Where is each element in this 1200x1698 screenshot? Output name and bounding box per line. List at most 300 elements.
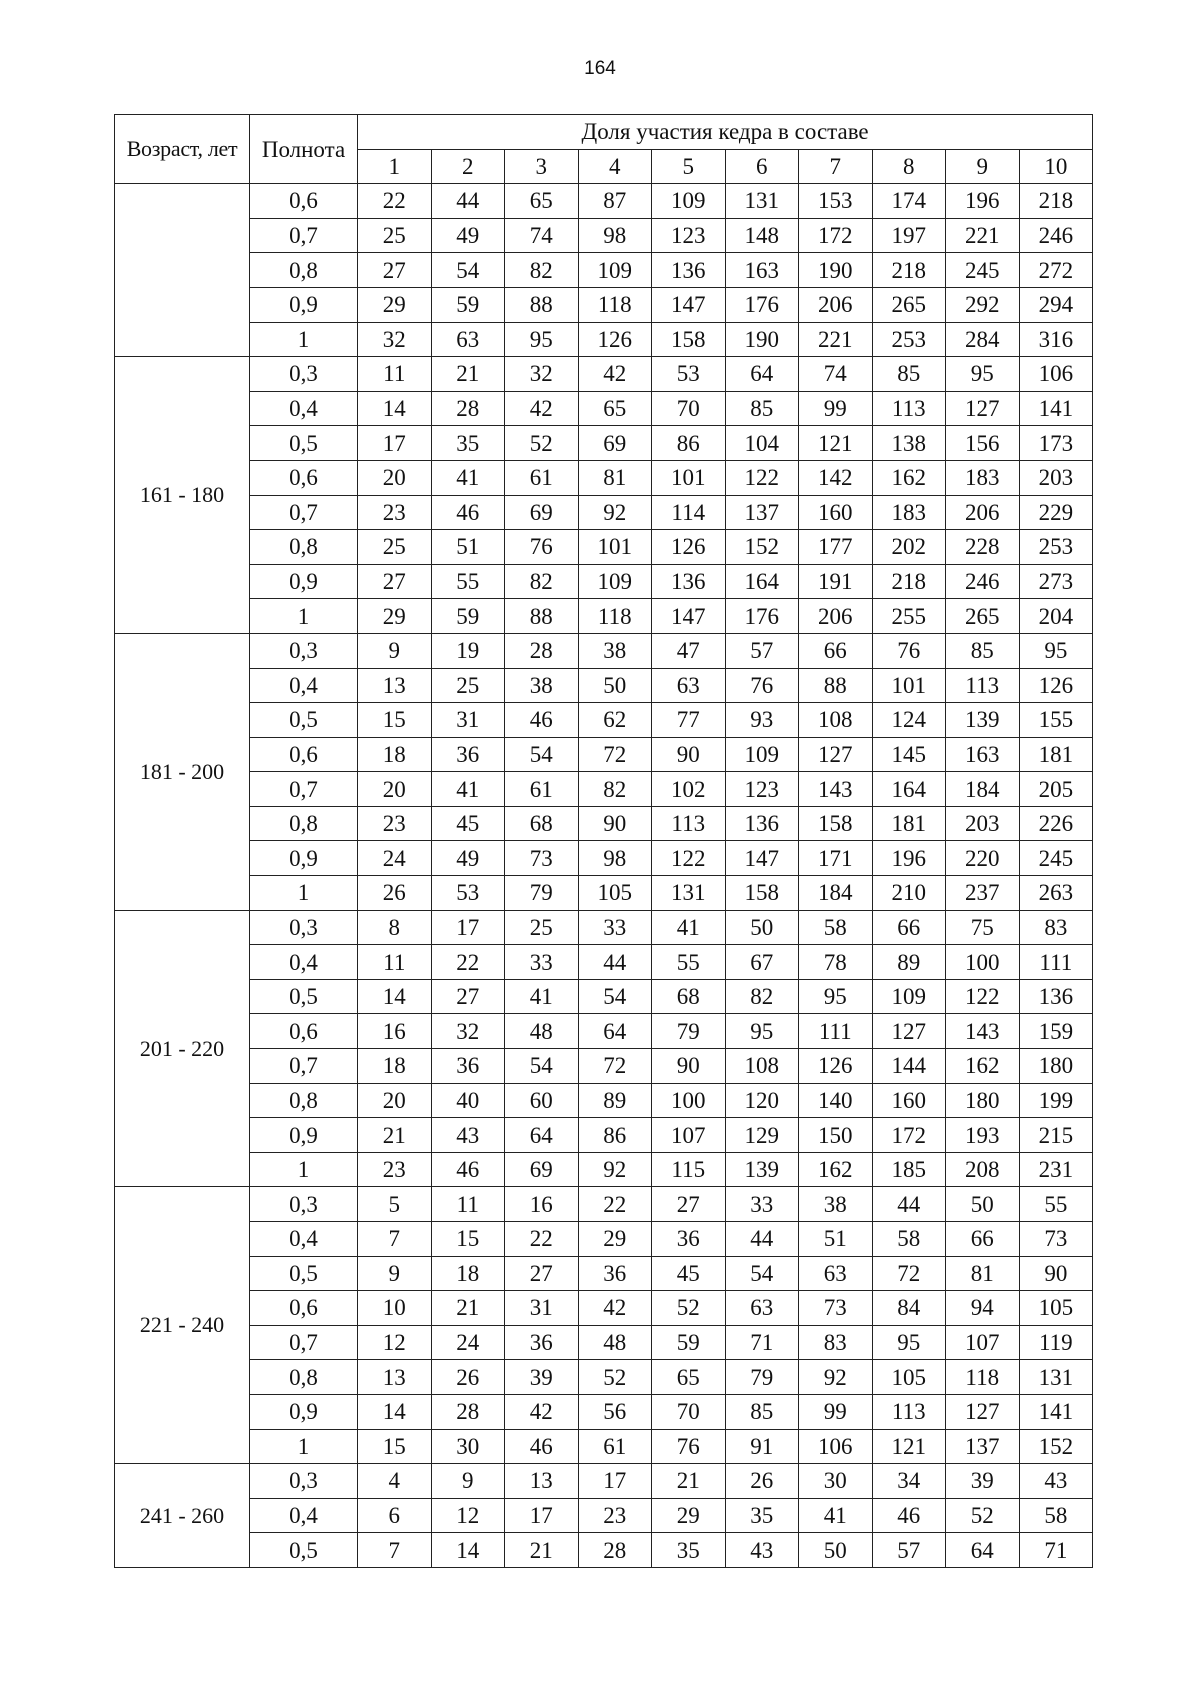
value-cell: 85	[725, 391, 799, 426]
value-cell: 43	[1019, 1464, 1093, 1499]
value-cell: 118	[578, 599, 652, 634]
value-cell: 23	[358, 1152, 432, 1187]
value-cell: 11	[358, 357, 432, 392]
value-cell: 158	[652, 322, 726, 357]
fullness-cell: 0,5	[250, 1256, 358, 1291]
age-range-cell: 241 - 260	[115, 1464, 250, 1568]
value-cell: 137	[946, 1429, 1020, 1464]
value-cell: 101	[652, 460, 726, 495]
fullness-cell: 0,4	[250, 668, 358, 703]
value-cell: 27	[358, 253, 432, 288]
value-cell: 51	[431, 530, 505, 565]
fullness-cell: 0,9	[250, 1118, 358, 1153]
value-cell: 218	[872, 564, 946, 599]
value-cell: 84	[872, 1291, 946, 1326]
value-cell: 114	[652, 495, 726, 530]
value-cell: 79	[725, 1360, 799, 1395]
value-cell: 206	[946, 495, 1020, 530]
column-number-header: 2	[431, 149, 505, 184]
value-cell: 59	[431, 287, 505, 322]
value-cell: 42	[578, 1291, 652, 1326]
value-cell: 15	[358, 1429, 432, 1464]
table-row	[115, 253, 1093, 288]
value-cell: 21	[431, 357, 505, 392]
value-cell: 22	[358, 184, 432, 219]
value-cell: 66	[946, 1222, 1020, 1257]
value-cell: 24	[358, 841, 432, 876]
fullness-cell: 0,4	[250, 945, 358, 980]
value-cell: 82	[505, 253, 579, 288]
fullness-cell: 0,9	[250, 564, 358, 599]
value-cell: 41	[431, 460, 505, 495]
value-cell: 105	[578, 876, 652, 911]
table-row	[115, 772, 1093, 807]
value-cell: 136	[1019, 979, 1093, 1014]
value-cell: 104	[725, 426, 799, 461]
value-cell: 53	[652, 357, 726, 392]
value-cell: 58	[1019, 1498, 1093, 1533]
value-cell: 11	[358, 945, 432, 980]
column-number-header: 9	[946, 149, 1020, 184]
value-cell: 14	[358, 979, 432, 1014]
value-cell: 41	[652, 910, 726, 945]
value-cell: 33	[578, 910, 652, 945]
table-row	[115, 1394, 1093, 1429]
value-cell: 63	[431, 322, 505, 357]
value-cell: 197	[872, 218, 946, 253]
fullness-cell: 0,6	[250, 1291, 358, 1326]
value-cell: 113	[872, 1394, 946, 1429]
value-cell: 23	[358, 495, 432, 530]
table-row	[115, 1360, 1093, 1395]
value-cell: 14	[358, 1394, 432, 1429]
value-cell: 54	[725, 1256, 799, 1291]
value-cell: 68	[652, 979, 726, 1014]
value-cell: 31	[431, 703, 505, 738]
value-cell: 83	[1019, 910, 1093, 945]
value-cell: 98	[578, 218, 652, 253]
value-cell: 113	[652, 806, 726, 841]
value-cell: 98	[578, 841, 652, 876]
value-cell: 95	[872, 1325, 946, 1360]
value-cell: 127	[946, 391, 1020, 426]
value-cell: 150	[799, 1118, 873, 1153]
value-cell: 66	[872, 910, 946, 945]
value-cell: 64	[578, 1014, 652, 1049]
value-cell: 6	[358, 1498, 432, 1533]
table-row	[115, 1429, 1093, 1464]
value-cell: 108	[799, 703, 873, 738]
value-cell: 199	[1019, 1083, 1093, 1118]
value-cell: 85	[725, 1394, 799, 1429]
table-row	[115, 1533, 1093, 1568]
value-cell: 126	[652, 530, 726, 565]
value-cell: 106	[799, 1429, 873, 1464]
value-cell: 164	[872, 772, 946, 807]
value-cell: 25	[431, 668, 505, 703]
value-cell: 172	[872, 1118, 946, 1153]
value-cell: 36	[652, 1222, 726, 1257]
value-cell: 47	[652, 633, 726, 668]
fullness-cell: 0,6	[250, 460, 358, 495]
fullness-cell: 0,9	[250, 287, 358, 322]
table-row	[115, 876, 1093, 911]
value-cell: 79	[505, 876, 579, 911]
value-cell: 27	[431, 979, 505, 1014]
value-cell: 71	[1019, 1533, 1093, 1568]
value-cell: 33	[725, 1187, 799, 1222]
value-cell: 50	[799, 1533, 873, 1568]
value-cell: 136	[725, 806, 799, 841]
column-number-header: 8	[872, 149, 946, 184]
fullness-cell: 0,3	[250, 1464, 358, 1499]
value-cell: 263	[1019, 876, 1093, 911]
value-cell: 26	[431, 1360, 505, 1395]
value-cell: 109	[725, 737, 799, 772]
value-cell: 245	[1019, 841, 1093, 876]
value-cell: 163	[946, 737, 1020, 772]
value-cell: 50	[946, 1187, 1020, 1222]
value-cell: 215	[1019, 1118, 1093, 1153]
value-cell: 255	[872, 599, 946, 634]
value-cell: 126	[799, 1049, 873, 1084]
fullness-cell: 0,4	[250, 1222, 358, 1257]
value-cell: 53	[431, 876, 505, 911]
fullness-cell: 0,5	[250, 1533, 358, 1568]
table-row	[115, 530, 1093, 565]
value-cell: 32	[431, 1014, 505, 1049]
value-cell: 57	[872, 1533, 946, 1568]
value-cell: 82	[725, 979, 799, 1014]
table-row	[115, 599, 1093, 634]
value-cell: 44	[725, 1222, 799, 1257]
value-cell: 172	[799, 218, 873, 253]
value-cell: 61	[578, 1429, 652, 1464]
value-cell: 51	[799, 1222, 873, 1257]
value-cell: 148	[725, 218, 799, 253]
value-cell: 29	[578, 1222, 652, 1257]
age-header: Возраст, лет	[115, 115, 250, 184]
value-cell: 79	[652, 1014, 726, 1049]
value-cell: 65	[505, 184, 579, 219]
value-cell: 152	[1019, 1429, 1093, 1464]
value-cell: 95	[1019, 633, 1093, 668]
value-cell: 61	[505, 772, 579, 807]
value-cell: 8	[358, 910, 432, 945]
value-cell: 206	[799, 287, 873, 322]
value-cell: 42	[505, 1394, 579, 1429]
table-row	[115, 1014, 1093, 1049]
table-row	[115, 357, 1093, 392]
value-cell: 101	[872, 668, 946, 703]
value-cell: 23	[358, 806, 432, 841]
value-cell: 68	[505, 806, 579, 841]
age-range-cell	[115, 184, 250, 357]
value-cell: 180	[946, 1083, 1020, 1118]
value-cell: 64	[725, 357, 799, 392]
value-cell: 292	[946, 287, 1020, 322]
value-cell: 218	[1019, 184, 1093, 219]
value-cell: 55	[652, 945, 726, 980]
fullness-cell: 0,7	[250, 218, 358, 253]
value-cell: 185	[872, 1152, 946, 1187]
value-cell: 111	[799, 1014, 873, 1049]
fullness-cell: 0,5	[250, 426, 358, 461]
value-cell: 35	[652, 1533, 726, 1568]
value-cell: 72	[872, 1256, 946, 1291]
value-cell: 121	[872, 1429, 946, 1464]
value-cell: 131	[725, 184, 799, 219]
fullness-header: Полнота	[250, 115, 358, 184]
fullness-cell: 0,3	[250, 1187, 358, 1222]
table-row	[115, 910, 1093, 945]
fullness-cell: 0,7	[250, 495, 358, 530]
value-cell: 180	[1019, 1049, 1093, 1084]
value-cell: 143	[799, 772, 873, 807]
value-cell: 109	[578, 564, 652, 599]
fullness-cell: 0,3	[250, 633, 358, 668]
fullness-cell: 0,4	[250, 1498, 358, 1533]
value-cell: 71	[725, 1325, 799, 1360]
value-cell: 184	[946, 772, 1020, 807]
fullness-cell: 0,6	[250, 1014, 358, 1049]
table-row	[115, 460, 1093, 495]
value-cell: 203	[946, 806, 1020, 841]
value-cell: 272	[1019, 253, 1093, 288]
value-cell: 74	[505, 218, 579, 253]
fullness-cell: 0,6	[250, 184, 358, 219]
value-cell: 28	[505, 633, 579, 668]
value-cell: 105	[1019, 1291, 1093, 1326]
value-cell: 25	[358, 530, 432, 565]
value-cell: 14	[358, 391, 432, 426]
value-cell: 36	[431, 737, 505, 772]
value-cell: 139	[725, 1152, 799, 1187]
value-cell: 196	[946, 184, 1020, 219]
table-row	[115, 1222, 1093, 1257]
value-cell: 87	[578, 184, 652, 219]
value-cell: 147	[725, 841, 799, 876]
value-cell: 88	[799, 668, 873, 703]
value-cell: 93	[725, 703, 799, 738]
value-cell: 65	[652, 1360, 726, 1395]
value-cell: 221	[946, 218, 1020, 253]
value-cell: 245	[946, 253, 1020, 288]
value-cell: 55	[431, 564, 505, 599]
value-cell: 30	[431, 1429, 505, 1464]
fullness-cell: 0,8	[250, 253, 358, 288]
value-cell: 12	[431, 1498, 505, 1533]
value-cell: 95	[505, 322, 579, 357]
value-cell: 67	[725, 945, 799, 980]
data-table	[114, 114, 1093, 1568]
value-cell: 176	[725, 599, 799, 634]
value-cell: 91	[725, 1429, 799, 1464]
value-cell: 66	[799, 633, 873, 668]
value-cell: 109	[578, 253, 652, 288]
value-cell: 20	[358, 772, 432, 807]
value-cell: 181	[872, 806, 946, 841]
value-cell: 155	[1019, 703, 1093, 738]
value-cell: 74	[799, 357, 873, 392]
value-cell: 28	[578, 1533, 652, 1568]
value-cell: 107	[652, 1118, 726, 1153]
value-cell: 226	[1019, 806, 1093, 841]
value-cell: 158	[725, 876, 799, 911]
value-cell: 34	[872, 1464, 946, 1499]
value-cell: 118	[946, 1360, 1020, 1395]
value-cell: 237	[946, 876, 1020, 911]
value-cell: 17	[431, 910, 505, 945]
value-cell: 95	[946, 357, 1020, 392]
value-cell: 45	[431, 806, 505, 841]
value-cell: 273	[1019, 564, 1093, 599]
value-cell: 29	[358, 287, 432, 322]
value-cell: 131	[1019, 1360, 1093, 1395]
table-row	[115, 564, 1093, 599]
value-cell: 7	[358, 1533, 432, 1568]
value-cell: 63	[652, 668, 726, 703]
value-cell: 316	[1019, 322, 1093, 357]
value-cell: 36	[505, 1325, 579, 1360]
value-cell: 265	[872, 287, 946, 322]
value-cell: 176	[725, 287, 799, 322]
fullness-cell: 0,3	[250, 910, 358, 945]
value-cell: 253	[1019, 530, 1093, 565]
value-cell: 73	[799, 1291, 873, 1326]
table-row	[115, 841, 1093, 876]
value-cell: 208	[946, 1152, 1020, 1187]
value-cell: 108	[725, 1049, 799, 1084]
value-cell: 147	[652, 287, 726, 322]
value-cell: 73	[505, 841, 579, 876]
value-cell: 29	[358, 599, 432, 634]
value-cell: 27	[358, 564, 432, 599]
value-cell: 52	[578, 1360, 652, 1395]
value-cell: 210	[872, 876, 946, 911]
age-range-cell: 221 - 240	[115, 1187, 250, 1464]
column-number-header: 3	[505, 149, 579, 184]
value-cell: 39	[505, 1360, 579, 1395]
value-cell: 121	[799, 426, 873, 461]
column-number-header: 4	[578, 149, 652, 184]
value-cell: 69	[578, 426, 652, 461]
column-number-header: 6	[725, 149, 799, 184]
value-cell: 46	[431, 495, 505, 530]
age-range-cell: 181 - 200	[115, 633, 250, 910]
value-cell: 22	[505, 1222, 579, 1257]
value-cell: 40	[431, 1083, 505, 1118]
fullness-cell: 0,9	[250, 841, 358, 876]
value-cell: 143	[946, 1014, 1020, 1049]
value-cell: 137	[725, 495, 799, 530]
value-cell: 206	[799, 599, 873, 634]
value-cell: 109	[872, 979, 946, 1014]
value-cell: 109	[652, 184, 726, 219]
table-row	[115, 1083, 1093, 1118]
value-cell: 31	[505, 1291, 579, 1326]
value-cell: 190	[799, 253, 873, 288]
value-cell: 90	[578, 806, 652, 841]
value-cell: 144	[872, 1049, 946, 1084]
value-cell: 218	[872, 253, 946, 288]
value-cell: 142	[799, 460, 873, 495]
value-cell: 191	[799, 564, 873, 599]
fullness-cell: 1	[250, 876, 358, 911]
value-cell: 72	[578, 1049, 652, 1084]
value-cell: 253	[872, 322, 946, 357]
value-cell: 58	[872, 1222, 946, 1257]
value-cell: 90	[1019, 1256, 1093, 1291]
value-cell: 35	[431, 426, 505, 461]
value-cell: 85	[946, 633, 1020, 668]
fullness-cell: 0,4	[250, 391, 358, 426]
age-range-cell: 161 - 180	[115, 357, 250, 634]
value-cell: 193	[946, 1118, 1020, 1153]
value-cell: 17	[578, 1464, 652, 1499]
table-row	[115, 184, 1093, 219]
value-cell: 61	[505, 460, 579, 495]
fullness-cell: 0,9	[250, 1394, 358, 1429]
value-cell: 184	[799, 876, 873, 911]
value-cell: 294	[1019, 287, 1093, 322]
value-cell: 177	[799, 530, 873, 565]
value-cell: 102	[652, 772, 726, 807]
value-cell: 36	[578, 1256, 652, 1291]
value-cell: 246	[946, 564, 1020, 599]
value-cell: 129	[725, 1118, 799, 1153]
value-cell: 153	[799, 184, 873, 219]
value-cell: 27	[505, 1256, 579, 1291]
value-cell: 32	[505, 357, 579, 392]
fullness-cell: 0,8	[250, 806, 358, 841]
value-cell: 100	[652, 1083, 726, 1118]
value-cell: 22	[431, 945, 505, 980]
value-cell: 136	[652, 564, 726, 599]
table-row	[115, 1291, 1093, 1326]
value-cell: 127	[799, 737, 873, 772]
value-cell: 95	[799, 979, 873, 1014]
fullness-cell: 1	[250, 1152, 358, 1187]
value-cell: 11	[431, 1187, 505, 1222]
value-cell: 229	[1019, 495, 1093, 530]
value-cell: 50	[578, 668, 652, 703]
value-cell: 42	[578, 357, 652, 392]
value-cell: 69	[505, 1152, 579, 1187]
value-cell: 16	[505, 1187, 579, 1222]
value-cell: 46	[431, 1152, 505, 1187]
value-cell: 159	[1019, 1014, 1093, 1049]
value-cell: 27	[652, 1187, 726, 1222]
column-number-header: 7	[799, 149, 873, 184]
table-row	[115, 703, 1093, 738]
table-body	[115, 184, 1093, 1568]
value-cell: 57	[725, 633, 799, 668]
value-cell: 63	[725, 1291, 799, 1326]
table-row	[115, 426, 1093, 461]
value-cell: 78	[799, 945, 873, 980]
value-cell: 202	[872, 530, 946, 565]
value-cell: 41	[505, 979, 579, 1014]
value-cell: 64	[946, 1533, 1020, 1568]
value-cell: 136	[652, 253, 726, 288]
value-cell: 163	[725, 253, 799, 288]
value-cell: 20	[358, 1083, 432, 1118]
value-cell: 92	[799, 1360, 873, 1395]
value-cell: 106	[1019, 357, 1093, 392]
value-cell: 81	[946, 1256, 1020, 1291]
value-cell: 162	[799, 1152, 873, 1187]
